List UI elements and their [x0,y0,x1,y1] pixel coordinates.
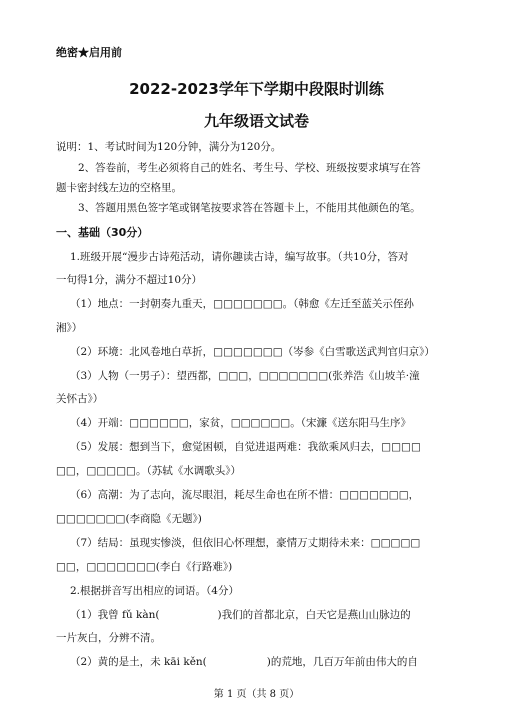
question-2-item-2-suffix: )的荒地，几百万年前由伟大的自 [266,656,418,668]
question-1-item-1a: （1）地点：一封朝奏九重天，□□□□□□□。（韩愈《左迁至蓝关示侄孙 [70,298,414,310]
question-1-item-7a: （7）结局：虽现实惨淡，但依旧心怀理想，豪情万丈期待未来：□□□□□ [70,537,421,549]
question-1-item-1b: 湘》） [56,322,83,334]
question-1-item-3b: 关怀古》） [56,393,104,405]
question-2-item-2 [70,654,418,669]
question-1-line-1: 1.班级开展“漫步古诗苑活动，请你趣读古诗，编写故事。（共10分，答对 [70,251,409,263]
question-1-item-7b: □□，□□□□□□□(李白《行路难》) [56,561,233,573]
question-2-item-1 [70,607,411,622]
question-2-item-1-prefix: （1）我曾 fǔ kàn( [70,609,160,621]
question-2-heading: 2.根据拼音写出相应的词语。（4分） [70,585,239,597]
exam-subtitle: 九年级语文试卷 [203,112,309,130]
secret-label: 绝密★启用前 [56,46,122,59]
page-number: 第 1 页（共 8 页） [213,689,300,700]
question-1-line-2: 一句得1分，满分不超过10分） [56,274,203,286]
exam-title: 2022-2023学年下学期中段限时训练 [129,80,384,98]
question-1-item-4: （4）开端：□□□□□□，家贫，□□□□□□。（宋濂《送东阳马生序》 [70,417,411,429]
question-1-item-5a: （5）发展：想到当下，愈觉困顿，自觉进退两难：我欲乘风归去，□□□□ [70,441,421,453]
question-1-item-5b: □□，□□□□□。（苏轼《水调歌头》） [56,465,241,477]
question-1-item-6a: （6）高潮：为了志向，流尽眼泪，耗尽生命也在所不惜：□□□□□□□， [70,489,420,501]
question-2-item-2-prefix: （2）黄的是土，未 kāi kěn( [70,656,207,668]
question-2-item-1-suffix: )我们的首都北京，白天它是燕山山脉边的 [217,609,411,621]
instruction-line-3: 题卡密封线左边的空格里。 [56,182,182,194]
question-1-item-3a: （3）人物（一男子）：望西都，□□□，□□□□□□□(张养浩《山坡羊·潼 [70,370,420,382]
instruction-line-2: 2、答卷前，考生必须将自己的姓名、考生号、学校、班级按要求填写在答 [78,162,421,174]
question-1-item-2: （2）环境：北风卷地白草折，□□□□□□□（岑参《白雪歌送武判官归京》） [70,346,435,358]
question-2-item-1b: 一片灰白，分辨不清。 [56,632,161,644]
section-heading-basics: 一、基础（30分） [56,226,149,239]
question-1-item-6b: □□□□□□□(李商隐《无题》) [56,513,202,525]
instruction-line-1: 说明：1、考试时间为120分钟，满分为120分。 [56,141,282,153]
instruction-line-4: 3、答题用黑色签字笔或钢笔按要求答在答题卡上，不能用其他颜色的笔。 [78,202,421,214]
